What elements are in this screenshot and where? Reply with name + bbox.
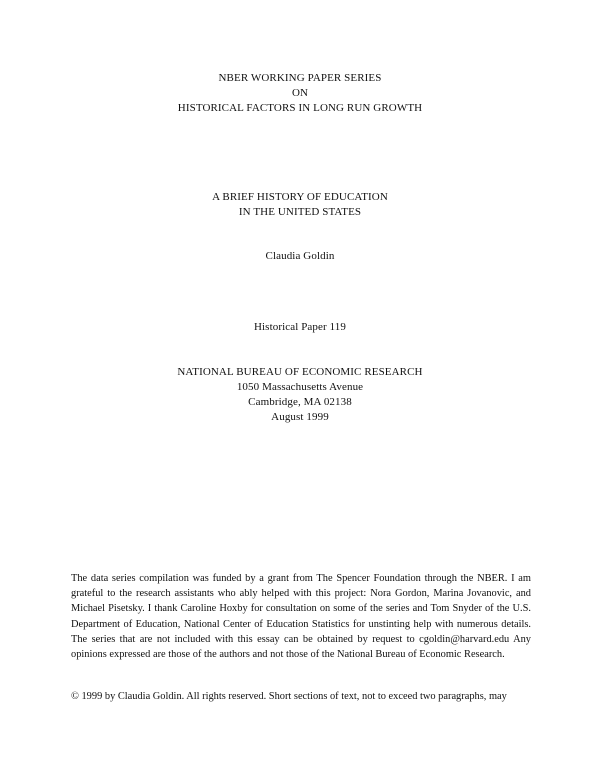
paper-title-line-2: IN THE UNITED STATES: [238, 206, 362, 218]
series-header: [0, 71, 600, 116]
acknowledgement-paragraph: The data series compilation was funded by a grant from The Spencer Foundation through the NBER. I am grateful to the research assistants who ably helped with this project: Nora Gordon, Marina Jovanovic, and Michael Pisetsky. I thank Caroline Hoxby for consultation on some of the series and Tom Snyder of the U.S. Department of Education, National Center of Education Statistics for unstinting help with numerous details. The series that are not included with this essay can be obtained by request to cgoldin@harvard.edu Any opinions expressed are those of the authors and not those of the National Bureau of Economic Research.: [71, 573, 531, 661]
author-block: [0, 249, 600, 264]
institution-name: NATIONAL BUREAU OF ECONOMIC RESEARCH: [177, 366, 423, 378]
series-header-line-1: NBER WORKING PAPER SERIES: [218, 72, 382, 84]
institution-city: Cambridge, MA 02138: [248, 396, 352, 408]
paper-title: [0, 190, 600, 220]
author-name: Claudia Goldin: [265, 250, 335, 262]
series-header-line-3: HISTORICAL FACTORS IN LONG RUN GROWTH: [177, 102, 423, 114]
publication-date: August 1999: [271, 411, 329, 423]
institution-block: [0, 365, 600, 425]
copyright-notice: © 1999 by Claudia Goldin. All rights reserved. Short sections of text, not to exceed two paragraphs, may: [71, 691, 507, 702]
paper-number-block: [0, 320, 600, 335]
paper-number: Historical Paper 119: [253, 321, 346, 333]
series-header-line-2: ON: [291, 87, 309, 99]
institution-street: 1050 Massachusetts Avenue: [236, 381, 364, 393]
paper-title-line-1: A BRIEF HISTORY OF EDUCATION: [212, 191, 388, 203]
